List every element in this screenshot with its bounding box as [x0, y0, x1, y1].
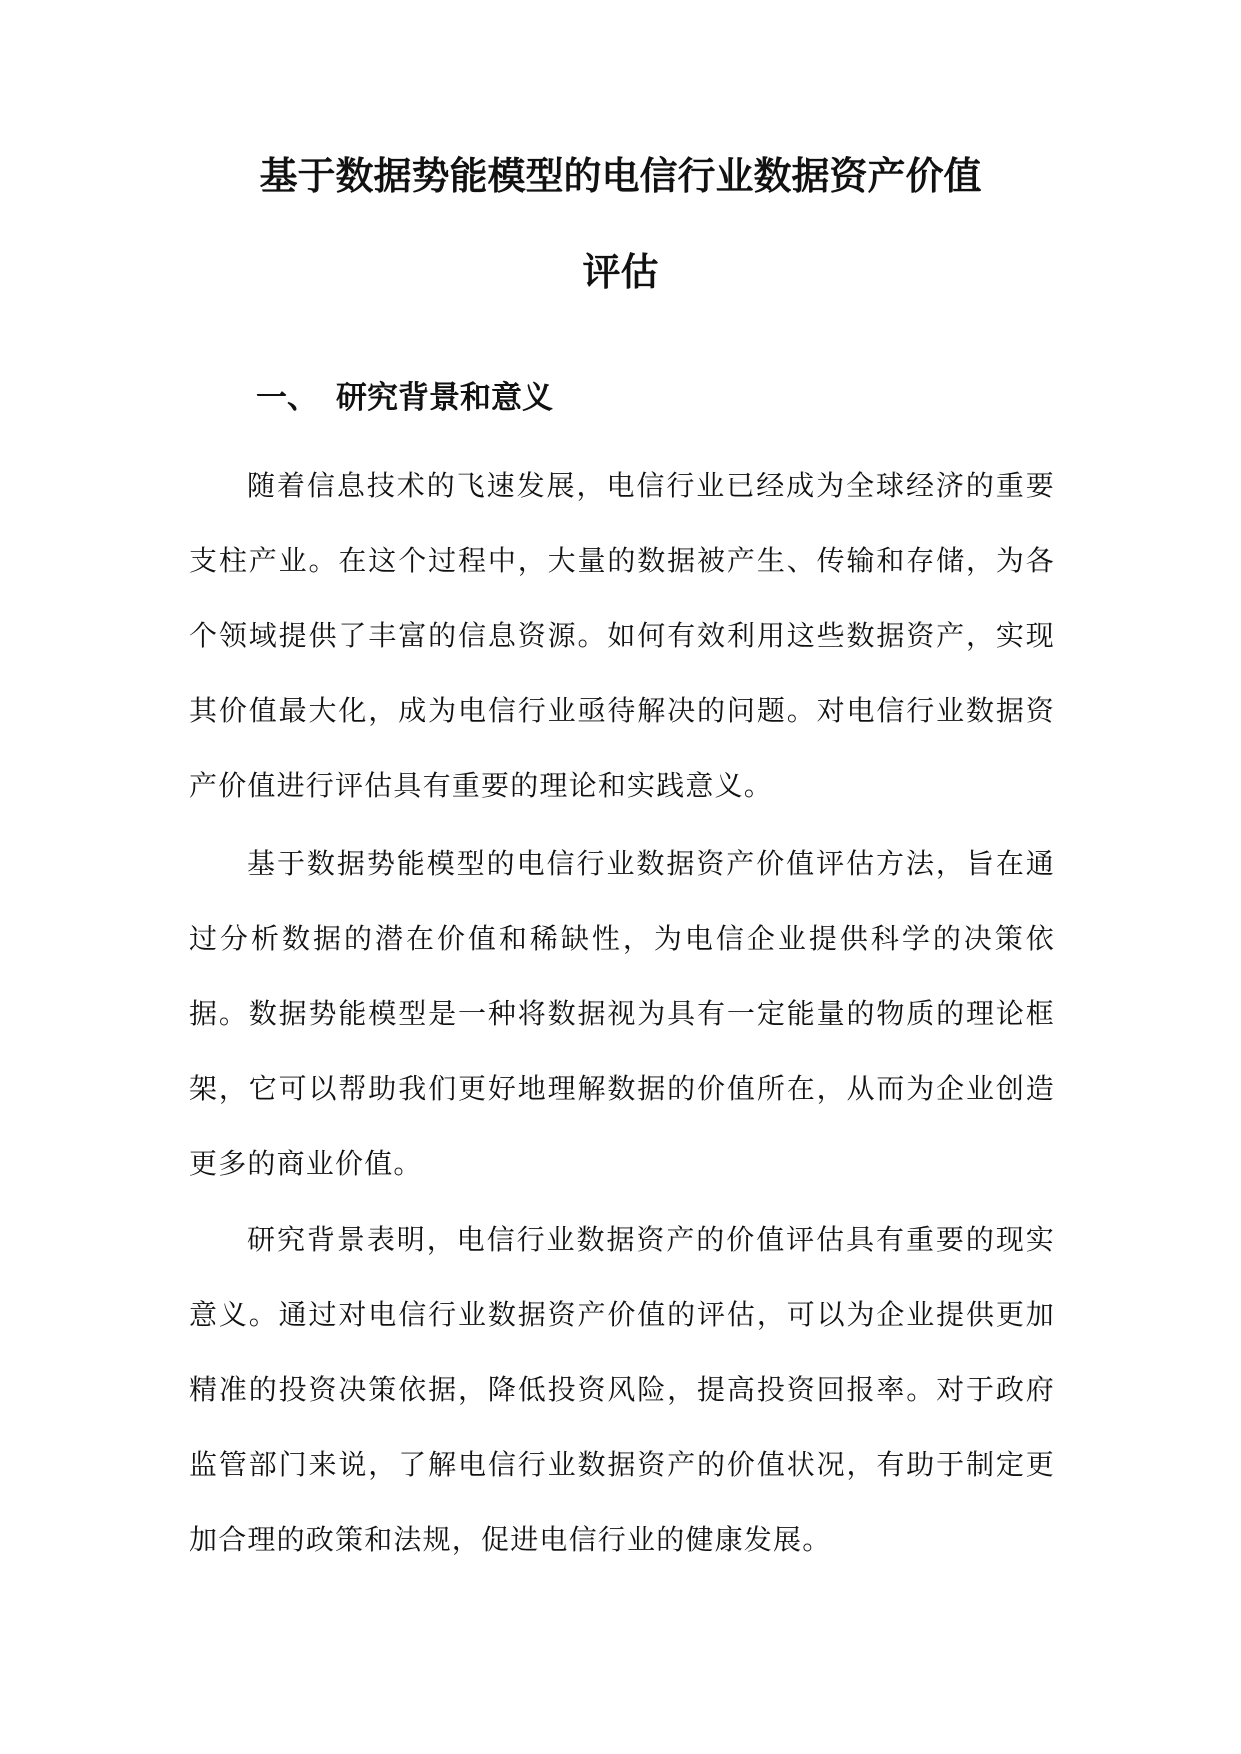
document-title-line-2: 评估 — [582, 250, 659, 294]
paragraph-3: 研究背景表明，电信行业数据资产的价值评估具有重要的现实意义。通过对电信行业数据资产价值的评估，可以为企业提供更加精准的投资决策依据，降低投资风险，提高投资回报率。对于政府监管部门来说，了解电信行业数据资产的价值状况，有助于制定更加合理的政策和法规，促进电信行业的健康发展。 — [189, 1223, 1055, 1556]
document-title-line-1: 基于数据势能模型的电信行业数据资产价值 — [259, 154, 982, 198]
section-heading-text: 研究背景和意义 — [336, 380, 553, 416]
section-heading — [256, 378, 553, 418]
paragraph-1: 随着信息技术的飞速发展，电信行业已经成为全球经济的重要支柱产业。在这个过程中，大量的数据被产生、传输和存储，为各个领域提供了丰富的信息资源。如何有效利用这些数据资产，实现其价值最大化，成为电信行业亟待解决的问题。对电信行业数据资产价值进行评估具有重要的理论和实践意义。 — [189, 469, 1055, 802]
paragraph-2: 基于数据势能模型的电信行业数据资产价值评估方法，旨在通过分析数据的潜在价值和稀缺性，为电信企业提供科学的决策依据。数据势能模型是一种将数据视为具有一定能量的物质的理论框架，它可以帮助我们更好地理解数据的价值所在，从而为企业创造更多的商业价值。 — [189, 847, 1055, 1180]
section-number: 一、 — [256, 380, 318, 416]
